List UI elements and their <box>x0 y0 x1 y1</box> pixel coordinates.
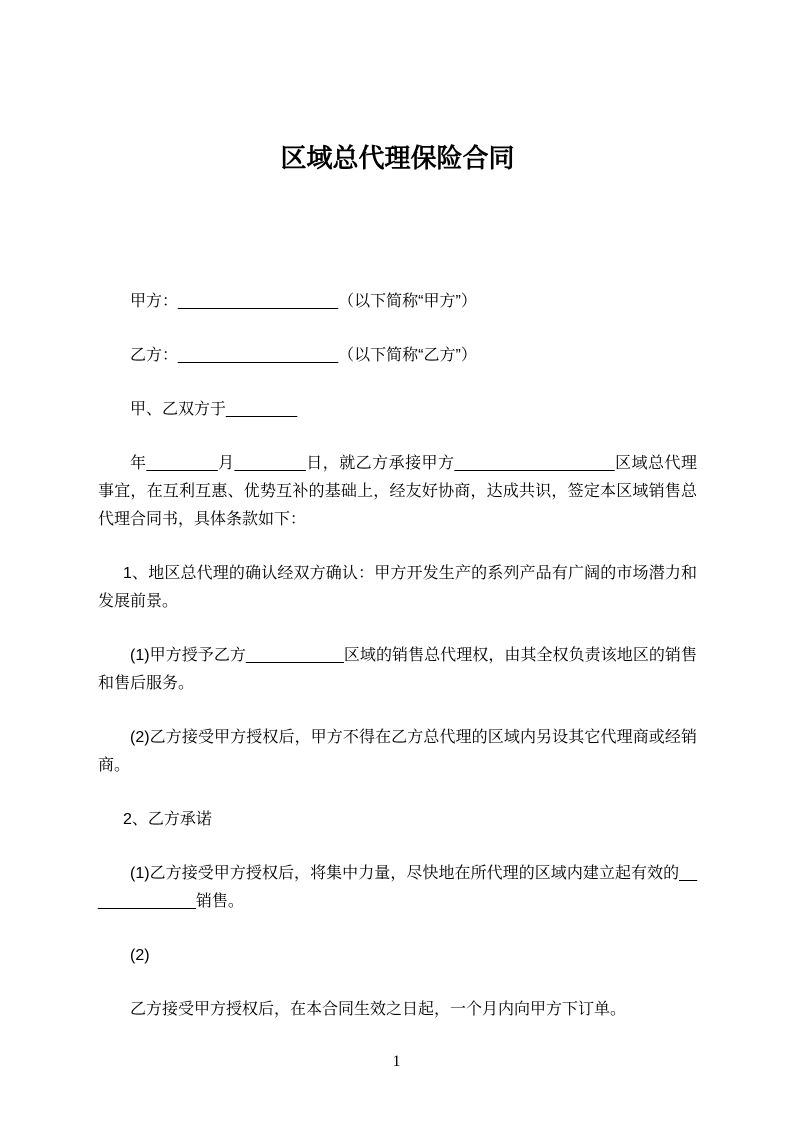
clause-2-2-text: 乙方接受甲方授权后，在本合同生效之日起，一个月内向甲方下订单。 <box>130 1001 627 1018</box>
clause-1: 1、地区总代理的确认经双方确认：甲方开发生产的系列产品有广阔的市场潜力和发展前景。 <box>98 565 697 610</box>
page-number: 1 <box>392 1053 401 1070</box>
party-a-line: 甲方：__________________（以下简称“甲方”） <box>130 293 477 310</box>
clause-2: 2、乙方承诺 <box>123 811 212 828</box>
document-title: 区域总代理保险合同 <box>280 143 515 173</box>
party-b-line: 乙方：__________________（以下简称“乙方”） <box>130 347 477 364</box>
clause-1-2: (2)乙方接受甲方授权后，甲方不得在乙方总代理的区域内另设其它代理商或经销商。 <box>98 729 697 774</box>
date-paragraph: 年________月________日，就乙方承接甲方__________________区域总代理事宜，在互利互惠、优势互补的基础上，经友好协商，达成共识，签定本区域销售总代理合同书，具体条款如下： <box>98 455 697 528</box>
intro-line: 甲、乙双方于________ <box>130 401 298 418</box>
clause-1-1: (1)甲方授予乙方___________区域的销售总代理权，由其全权负责该地区的销售和售后服务。 <box>98 647 697 692</box>
clause-2-2-marker: (2) <box>130 947 150 964</box>
contract-body <box>98 140 697 1050</box>
clause-2-1: (1)乙方接受甲方授权后，将集中力量，尽快地在所代理的区域内建立起有效的_____________销售。 <box>98 865 697 910</box>
